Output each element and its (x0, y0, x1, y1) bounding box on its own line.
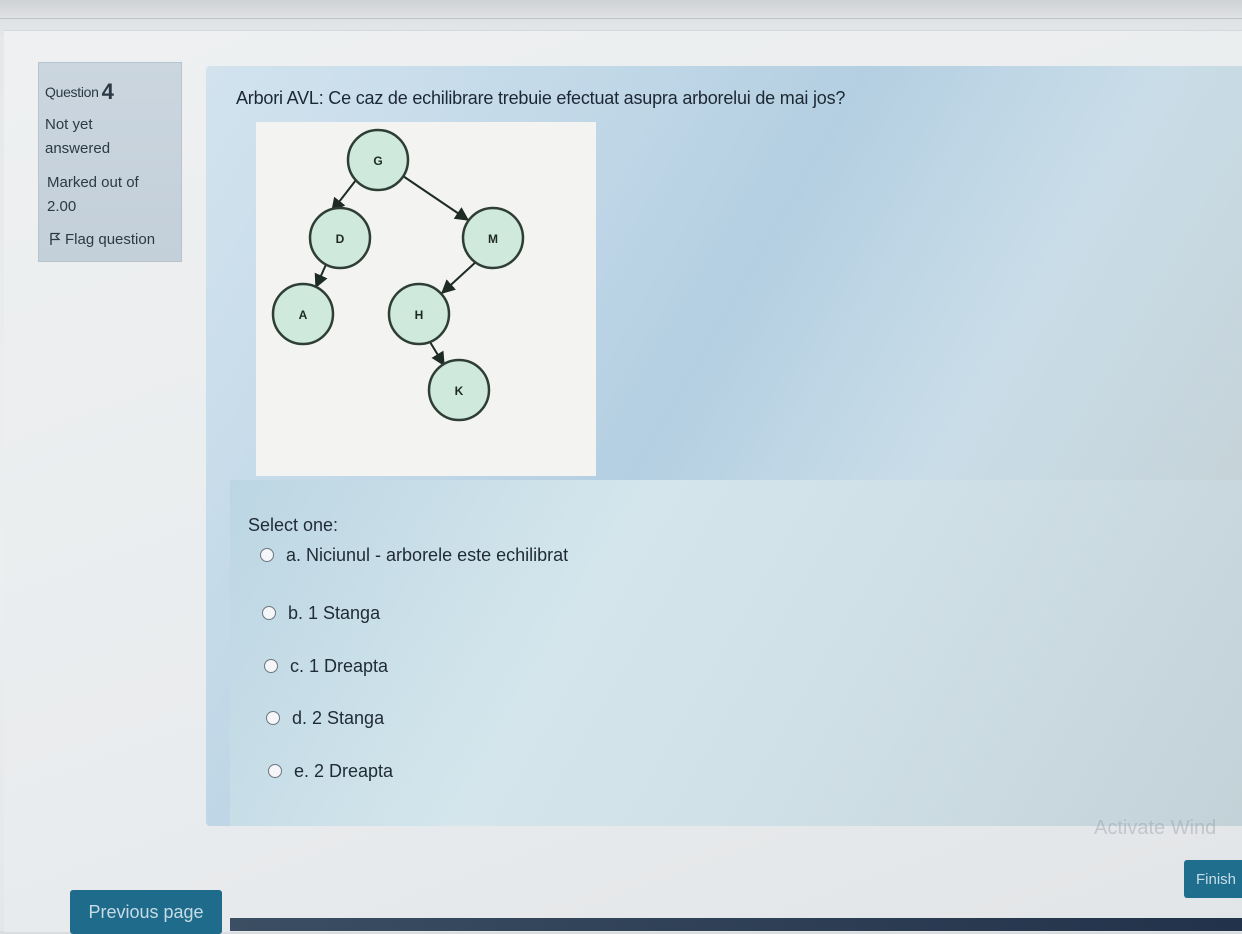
tree-node-g (348, 130, 408, 190)
flag-question-link[interactable] (49, 231, 155, 248)
taskbar-strip (230, 918, 1242, 931)
answer-label-a: a. Niciunul - arborele este echilibrat (286, 545, 569, 565)
avl-tree-diagram (256, 122, 596, 476)
previous-page-button[interactable]: Previous page (70, 890, 222, 934)
radio-b[interactable] (262, 606, 276, 620)
svg-text:H: H (414, 308, 424, 322)
finish-button[interactable]: Finish (1184, 860, 1242, 898)
flag-icon (49, 232, 61, 246)
answer-option-a[interactable] (260, 545, 568, 566)
answer-label-c: c. 1 Dreapta (290, 656, 389, 676)
edge-h-k (430, 342, 444, 365)
question-number-value: 4 (101, 79, 114, 104)
activate-windows-watermark: Activate Wind (1094, 817, 1217, 839)
svg-text:A: A (298, 308, 308, 322)
question-state: Not yet answered (45, 116, 111, 157)
top-bar (0, 0, 1242, 19)
svg-text:K: K (454, 384, 464, 398)
answer-option-c[interactable] (264, 656, 388, 677)
answer-option-e[interactable] (268, 761, 393, 782)
tree-node-k (429, 360, 489, 420)
radio-e[interactable] (268, 764, 282, 778)
tree-node-d (310, 208, 370, 268)
radio-d[interactable] (266, 711, 280, 725)
answer-option-b[interactable] (262, 603, 380, 624)
answer-label-d: d. 2 Stanga (292, 708, 385, 728)
tree-node-m (463, 208, 523, 268)
question-label: Question (45, 84, 99, 100)
edge-g-d (332, 180, 356, 211)
select-one-prompt: Select one: (248, 515, 339, 535)
answer-option-d[interactable] (266, 708, 384, 729)
tree-node-a (273, 284, 333, 344)
svg-text:D: D (335, 232, 345, 246)
tree-node-h (389, 284, 449, 344)
answer-label-e: e. 2 Dreapta (294, 761, 394, 781)
answer-label-b: b. 1 Stanga (288, 603, 381, 623)
question-info-panel (38, 62, 182, 262)
svg-text:G: G (373, 154, 383, 168)
flag-question-label: Flag question (65, 231, 156, 248)
question-marks: Marked out of 2.00 (47, 174, 139, 215)
svg-text:M: M (488, 232, 498, 246)
radio-a[interactable] (260, 548, 274, 562)
edge-g-m (400, 174, 468, 220)
radio-c[interactable] (264, 659, 278, 673)
avl-tree-image (256, 122, 596, 476)
question-number (45, 77, 114, 103)
question-text: Arbori AVL: Ce caz de echilibrare trebuie efectuat asupra arborelui de mai jos? (236, 88, 846, 108)
edge-m-h (442, 260, 478, 293)
